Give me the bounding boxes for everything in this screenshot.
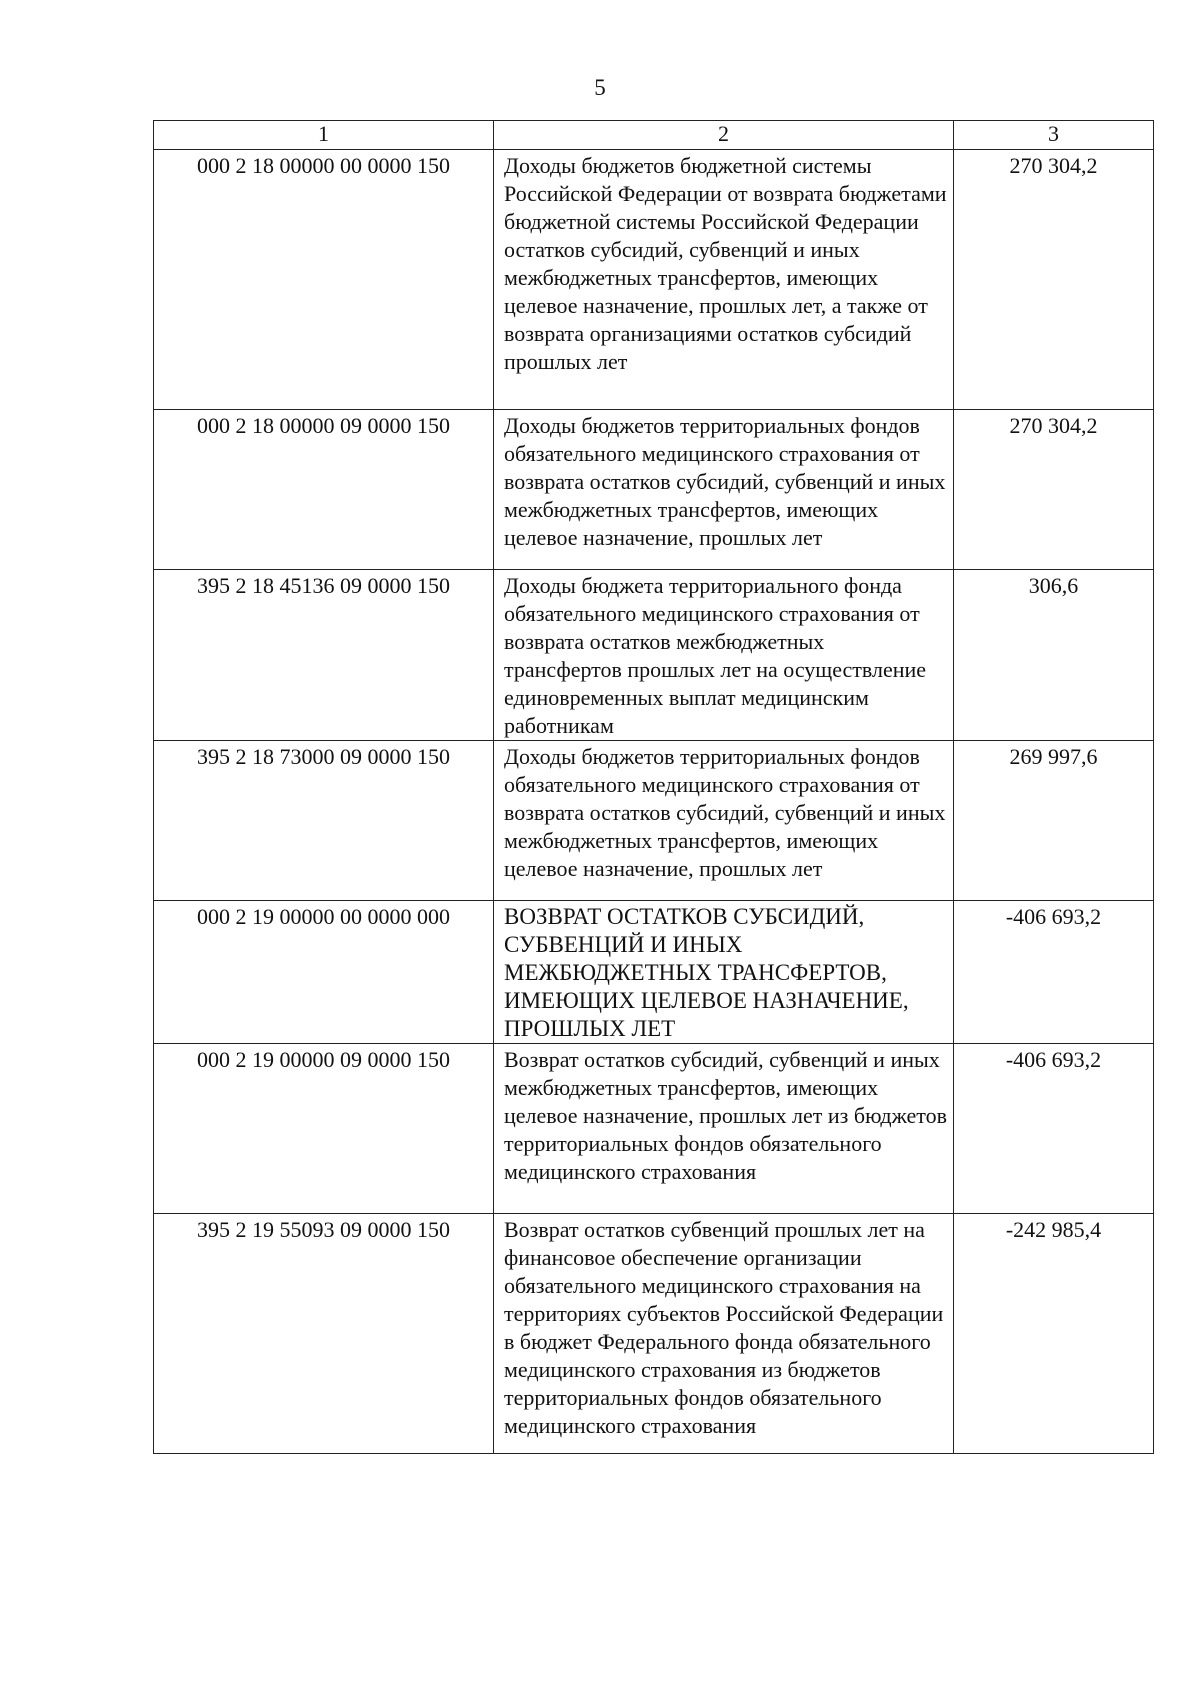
- table-row: [154, 741, 1154, 901]
- budget-code: 395 2 19 55093 09 0000 150: [154, 1214, 494, 1454]
- table-row: [154, 570, 1154, 741]
- budget-revenue-table: [153, 120, 1154, 1454]
- budget-code: 395 2 18 73000 09 0000 150: [154, 741, 494, 901]
- budget-code: 000 2 19 00000 00 0000 000: [154, 901, 494, 1044]
- revenue-name: Доходы бюджетов территориальных фондов обязательного медицинского страхования от возврата остатков субсидий, субвенций и иных межбюджетных трансфертов, имеющих целевое назначение, прошлых лет: [494, 741, 954, 901]
- amount: -406 693,2: [954, 901, 1154, 1044]
- amount: 306,6: [954, 570, 1154, 741]
- amount: 270 304,2: [954, 150, 1154, 410]
- table-row: [154, 1214, 1154, 1454]
- budget-code: 000 2 19 00000 09 0000 150: [154, 1044, 494, 1214]
- revenue-name: Доходы бюджетов территориальных фондов обязательного медицинского страхования от возврата остатков субсидий, субвенций и иных межбюджетных трансфертов, имеющих целевое назначение, прошлых лет: [494, 410, 954, 570]
- amount: 270 304,2: [954, 410, 1154, 570]
- table-header-row: [154, 121, 1154, 150]
- revenue-name: Возврат остатков субсидий, субвенций и иных межбюджетных трансфертов, имеющих целевое назначение, прошлых лет из бюджетов территориальных фондов обязательного медицинского страхования: [494, 1044, 954, 1214]
- table-row: [154, 901, 1154, 1044]
- amount: -406 693,2: [954, 1044, 1154, 1214]
- revenue-name: Доходы бюджета территориального фонда обязательного медицинского страхования от возврата остатков межбюджетных трансфертов прошлых лет на осуществление единовременных выплат медицинским работникам: [494, 570, 954, 741]
- amount: 269 997,6: [954, 741, 1154, 901]
- table-row: [154, 150, 1154, 410]
- column-header-amount: 3: [954, 121, 1154, 150]
- table-row: [154, 410, 1154, 570]
- revenue-name: Доходы бюджетов бюджетной системы Российской Федерации от возврата бюджетами бюджетной системы Российской Федерации остатков субсидий, субвенций и иных межбюджетных трансфертов, имеющих целевое назначение, прошлых лет, а также от возврата организациями остатков субсидий прошлых лет: [494, 150, 954, 410]
- revenue-name: Возврат остатков субвенций прошлых лет на финансовое обеспечение организации обязательного медицинского страхования на территориях субъектов Российской Федерации в бюджет Федерального фонда обязательного медицинского страхования из бюджетов территориальных фондов обязательного медицинского страхования: [494, 1214, 954, 1454]
- budget-code: 395 2 18 45136 09 0000 150: [154, 570, 494, 741]
- budget-code: 000 2 18 00000 00 0000 150: [154, 150, 494, 410]
- table-row: [154, 1044, 1154, 1214]
- revenue-name: ВОЗВРАТ ОСТАТКОВ СУБСИДИЙ, СУБВЕНЦИЙ И ИНЫХ МЕЖБЮДЖЕТНЫХ ТРАНСФЕРТОВ, ИМЕЮЩИХ ЦЕЛЕВОЕ НАЗНАЧЕНИЕ, ПРОШЛЫХ ЛЕТ: [494, 901, 954, 1044]
- column-header-code: 1: [154, 121, 494, 150]
- budget-code: 000 2 18 00000 09 0000 150: [154, 410, 494, 570]
- column-header-name: 2: [494, 121, 954, 150]
- amount: -242 985,4: [954, 1214, 1154, 1454]
- page-number: 5: [594, 75, 606, 100]
